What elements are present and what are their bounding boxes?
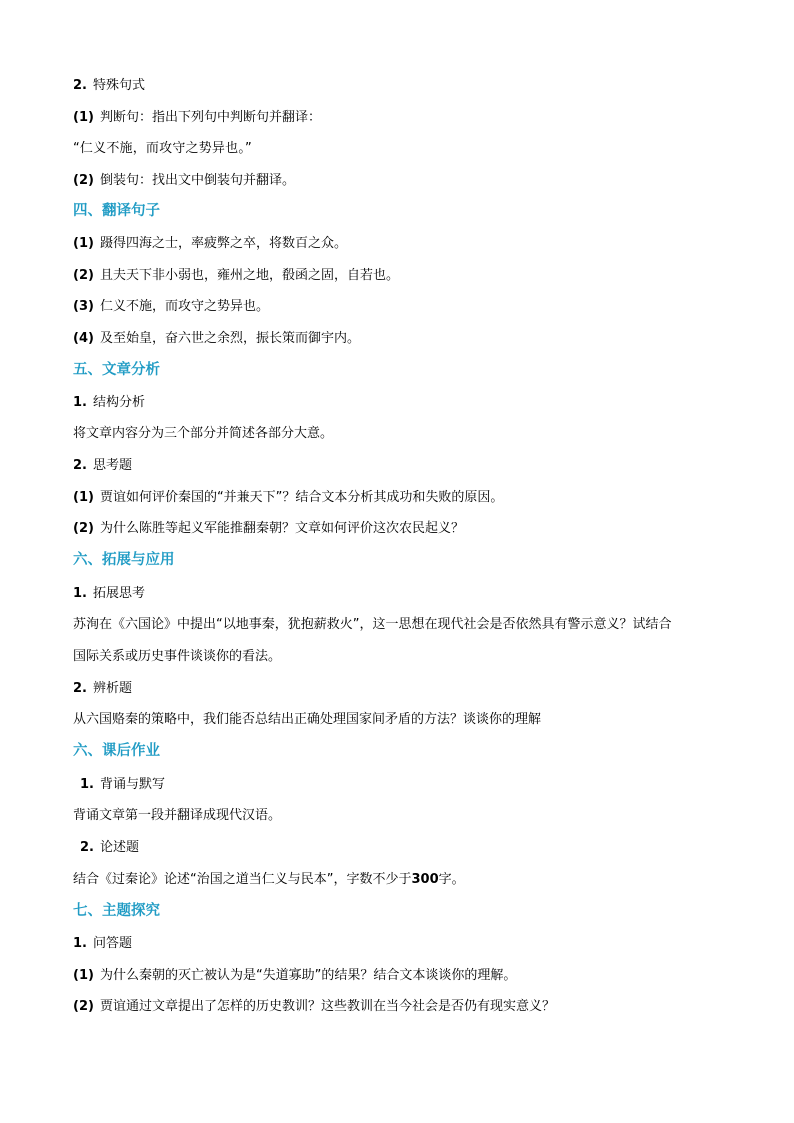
subsection-number: 2. — [73, 78, 87, 93]
question-item — [73, 234, 734, 254]
item-text: 且夫天下非小弱也，雍州之地，殽函之固，自若也。 — [99, 268, 399, 283]
question-item — [73, 108, 734, 128]
question-item — [73, 488, 734, 508]
item-text: 贾谊通过文章提出了怎样的历史教训？这些教训在当今社会是否仍有现实意义？ — [99, 999, 555, 1014]
question-item — [73, 266, 734, 286]
question-item — [73, 329, 734, 349]
item-number: (3) — [73, 299, 94, 314]
subsection-title-essay — [80, 838, 734, 858]
question-item — [73, 297, 734, 317]
subsection-number: 1. — [73, 936, 87, 951]
paragraph-text: 背诵文章第一段并翻译成现代汉语。 — [73, 808, 282, 823]
quote-text: “仁义不施，而攻守之势异也。” — [73, 141, 252, 156]
item-number: (2) — [73, 173, 94, 188]
subsection-title-discriminate — [73, 679, 734, 699]
question-item — [73, 997, 734, 1017]
subsection-label: 特殊句式 — [92, 78, 145, 93]
item-number: (2) — [73, 999, 94, 1014]
subsection-title-special — [73, 76, 734, 96]
subsection-number: 1. — [73, 586, 87, 601]
subsection-label: 拓展思考 — [92, 586, 145, 601]
item-number: (1) — [73, 968, 94, 983]
item-text: 蹑得四海之士，率疲弊之卒，将数百之众。 — [99, 236, 347, 251]
item-text: 为什么秦朝的灭亡被认为是“失道寡助”的结果？结合文本谈谈你的理解。 — [99, 968, 517, 983]
subsection-number: 2. — [80, 840, 94, 855]
paragraph-text: 将文章内容分为三个部分并简述各部分大意。 — [73, 426, 334, 441]
subsection-label: 问答题 — [92, 936, 132, 951]
paragraph-text-line1: 苏洵在《六国论》中提出“以地事秦，犹抱薪救火”，这一思想在现代社会是否依然具有警示意义？试结合 — [73, 617, 672, 632]
subsection-number: 1. — [73, 395, 87, 410]
item-text: 倒装句：找出文中倒装句并翻译。 — [99, 173, 295, 188]
question-item — [73, 171, 734, 191]
item-number: (2) — [73, 521, 94, 536]
subsection-number: 1. — [80, 777, 94, 792]
section-heading-analysis: 五、文章分析 — [73, 362, 160, 378]
subsection-number: 2. — [73, 458, 87, 473]
section-heading-translate: 四、翻译句子 — [73, 203, 160, 219]
item-number: (1) — [73, 236, 94, 251]
section-heading-homework: 六、课后作业 — [73, 743, 160, 759]
subsection-label: 思考题 — [92, 458, 132, 473]
paragraph-text: 从六国赂秦的策略中，我们能否总结出正确处理国家间矛盾的方法？谈谈你的理解 — [73, 712, 542, 727]
subsection-label: 论述题 — [99, 840, 139, 855]
subsection-label: 背诵与默写 — [99, 777, 165, 792]
question-item — [73, 519, 734, 539]
item-text: 及至始皇，奋六世之余烈，振长策而御宇内。 — [99, 331, 360, 346]
question-item — [73, 966, 734, 986]
item-number: (4) — [73, 331, 94, 346]
essay-requirement-text: 结合《过秦论》论述“治国之道当仁义与民本”，字数不少于 — [73, 872, 412, 887]
section-heading-extend: 六、拓展与应用 — [73, 552, 175, 568]
essay-requirement-suffix: 字。 — [438, 872, 465, 887]
subsection-title-thinking — [73, 456, 734, 476]
word-count-number: 300 — [411, 872, 439, 887]
subsection-label: 辨析题 — [92, 681, 132, 696]
subsection-title-extend-thinking — [73, 584, 734, 604]
item-text: 贾谊如何评价秦国的“并兼天下”？结合文本分析其成功和失败的原因。 — [99, 490, 504, 505]
item-number: (1) — [73, 110, 94, 125]
paragraph-text — [73, 870, 734, 890]
quoted-sentence — [73, 139, 734, 159]
item-number: (1) — [73, 490, 94, 505]
item-text: 为什么陈胜等起义军能推翻秦朝？文章如何评价这次农民起义？ — [99, 521, 464, 536]
subsection-title-structure — [73, 393, 734, 413]
item-text: 仁义不施，而攻守之势异也。 — [99, 299, 269, 314]
paragraph-text-line2: 国际关系或历史事件谈谈你的看法。 — [73, 649, 282, 664]
section-heading-theme: 七、主题探究 — [73, 903, 160, 919]
item-text: 判断句：指出下列句中判断句并翻译： — [99, 110, 321, 125]
item-number: (2) — [73, 268, 94, 283]
subsection-title-recite — [80, 775, 734, 795]
subsection-label: 结构分析 — [92, 395, 145, 410]
subsection-title-qa — [73, 934, 734, 954]
subsection-number: 2. — [73, 681, 87, 696]
